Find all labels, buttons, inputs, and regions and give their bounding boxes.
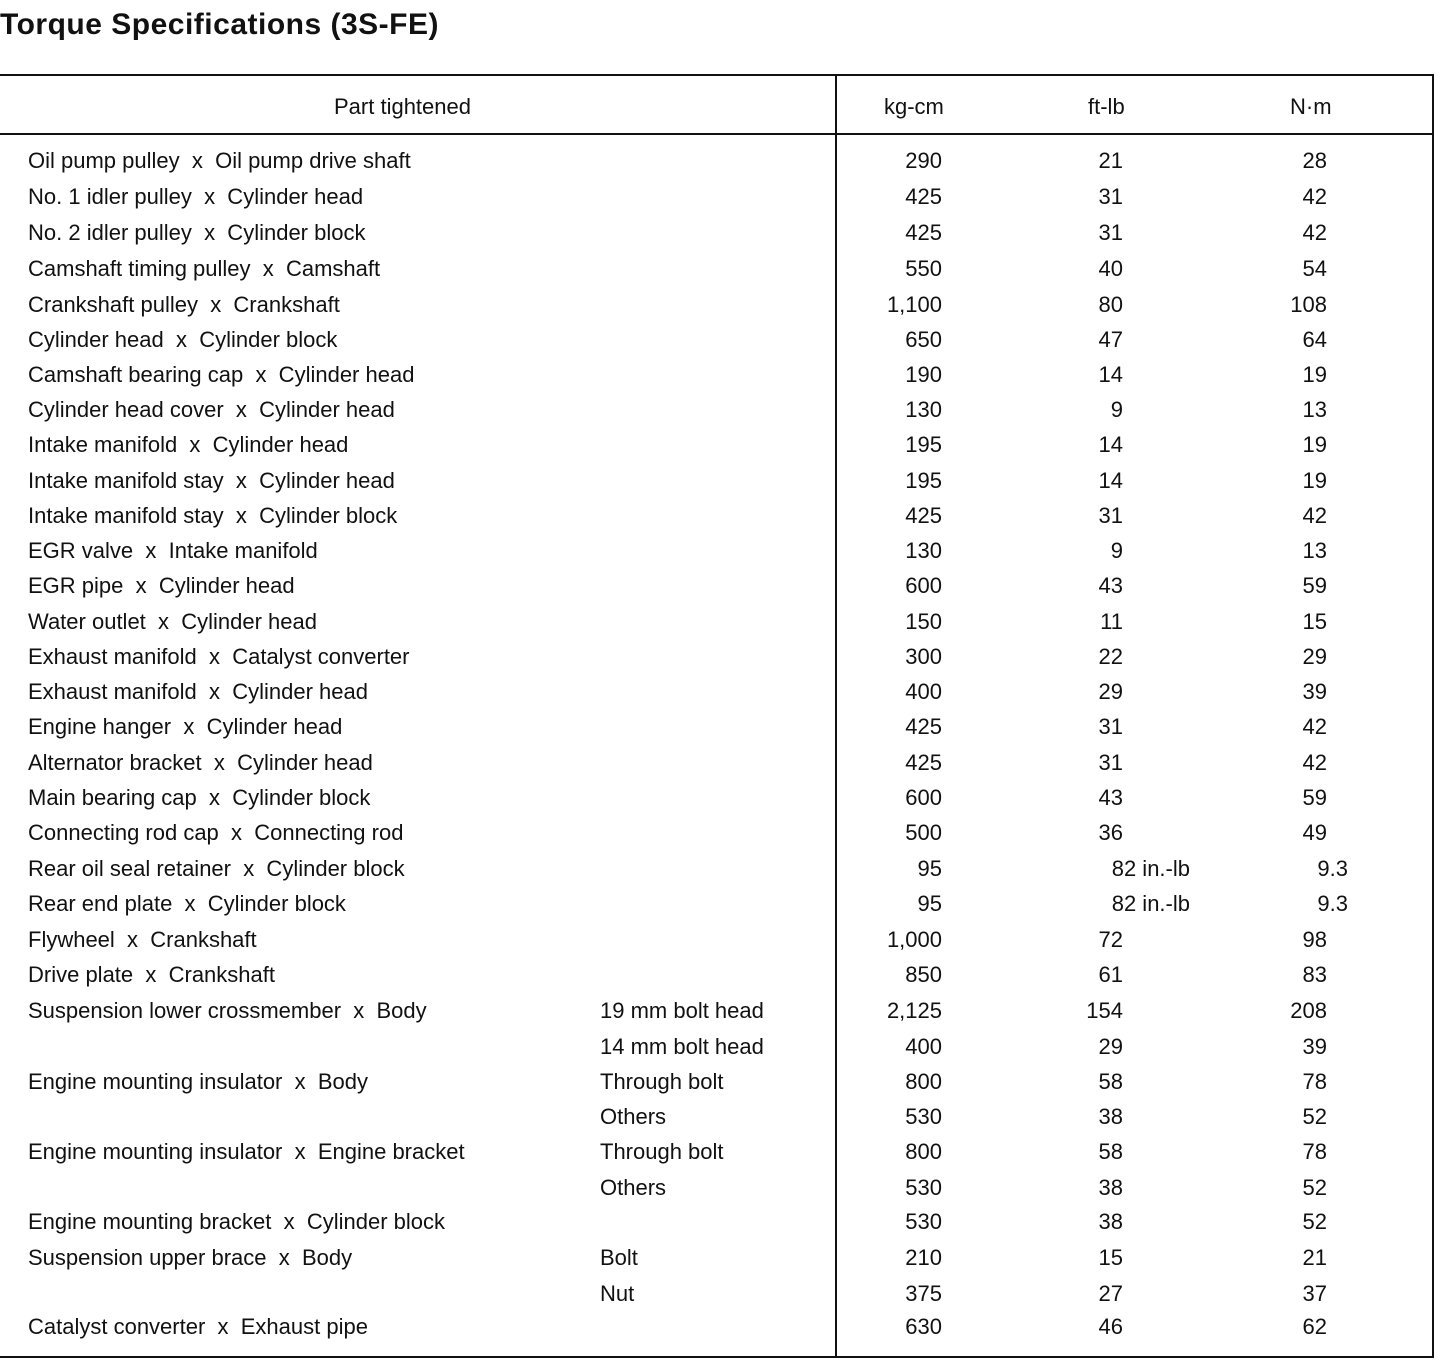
ftlb-cell: 38 [1098, 1104, 1123, 1129]
qualifier-cell: Bolt [600, 1245, 638, 1270]
qualifier-cell: Through bolt [600, 1069, 724, 1094]
ftlb-cell: 11 [1100, 609, 1123, 634]
ftlb-cell: 61 [1098, 962, 1123, 987]
nm-cell: 98 [1302, 927, 1327, 952]
qualifier-cell: Others [600, 1104, 667, 1129]
nm-cell: 9.3 [1317, 891, 1348, 916]
table-row [0, 1034, 1434, 1069]
kgcm-cell: 400 [905, 679, 942, 704]
kgcm-cell: 425 [905, 184, 942, 209]
kgcm-cell: 800 [905, 1069, 942, 1094]
nm-cell: 78 [1302, 1139, 1327, 1164]
part-cell: Rear oil seal retainer x Cylinder block [28, 856, 405, 881]
nm-cell: 42 [1302, 714, 1327, 739]
part-cell: Exhaust manifold x Cylinder head [28, 679, 368, 704]
ftlb-cell: 80 [1098, 292, 1123, 317]
part-cell: Water outlet x Cylinder head [28, 609, 317, 634]
part-cell: Intake manifold x Cylinder head [28, 432, 349, 457]
kgcm-cell: 425 [905, 750, 942, 775]
ftlb-cell: 38 [1098, 1175, 1123, 1200]
ftlb-cell: 21 [1098, 148, 1123, 173]
part-cell: Oil pump pulley x Oil pump drive shaft [28, 148, 411, 173]
table-row [0, 220, 1434, 255]
kgcm-cell: 2,125 [886, 998, 942, 1023]
nm-cell: 15 [1302, 609, 1327, 634]
ftlb-cell: 47 [1098, 327, 1123, 352]
part-cell: Drive plate x Crankshaft [28, 962, 275, 987]
table-row [0, 609, 1434, 644]
nm-cell: 39 [1302, 1034, 1327, 1059]
kgcm-cell: 650 [905, 327, 942, 352]
table-row [0, 750, 1434, 785]
nm-cell: 13 [1302, 538, 1327, 563]
part-cell: Engine mounting bracket x Cylinder block [28, 1209, 445, 1234]
kgcm-cell: 95 [917, 856, 942, 881]
table-row [0, 1104, 1434, 1139]
table-row [0, 184, 1434, 219]
kgcm-cell: 425 [905, 503, 942, 528]
kgcm-cell: 290 [905, 148, 942, 173]
kgcm-cell: 210 [905, 1245, 942, 1270]
kgcm-cell: 130 [905, 538, 942, 563]
ftlb-cell: 58 [1098, 1069, 1123, 1094]
part-cell: Catalyst converter x Exhaust pipe [28, 1314, 368, 1339]
nm-cell: 19 [1302, 468, 1327, 493]
table-row [0, 785, 1434, 820]
part-cell: Cylinder head x Cylinder block [28, 327, 338, 352]
ftlb-cell: 31 [1098, 503, 1123, 528]
part-cell: Suspension lower crossmember x Body [28, 998, 427, 1023]
kgcm-cell: 600 [905, 573, 942, 598]
ftlb-cell: 27 [1098, 1281, 1123, 1306]
ftlb-cell: 29 [1098, 679, 1123, 704]
nm-cell: 52 [1302, 1104, 1327, 1129]
qualifier-cell: 14 mm bolt head [600, 1034, 764, 1059]
part-cell: EGR valve x Intake manifold [28, 538, 318, 563]
qualifier-cell: 19 mm bolt head [600, 998, 764, 1023]
kgcm-cell: 425 [905, 714, 942, 739]
part-cell: Engine hanger x Cylinder head [28, 714, 343, 739]
ftlb-cell: 43 [1098, 785, 1123, 810]
kgcm-cell: 195 [905, 468, 942, 493]
ftlb-cell: 154 [1086, 998, 1123, 1023]
ftlb-cell: 9 [1110, 538, 1123, 563]
nm-cell: 28 [1302, 148, 1327, 173]
kgcm-cell: 95 [917, 891, 942, 916]
nm-cell: 9.3 [1317, 856, 1348, 881]
table-row [0, 820, 1434, 855]
kgcm-cell: 130 [905, 397, 942, 422]
kgcm-cell: 190 [905, 362, 942, 387]
table-row [0, 1314, 1434, 1349]
part-cell: No. 2 idler pulley x Cylinder block [28, 220, 366, 245]
nm-cell: 108 [1290, 292, 1327, 317]
qualifier-cell: Through bolt [600, 1139, 724, 1164]
kgcm-cell: 425 [905, 220, 942, 245]
table-row [0, 714, 1434, 749]
kgcm-cell: 530 [905, 1104, 942, 1129]
ftlb-cell: 46 [1098, 1314, 1123, 1339]
part-cell: Rear end plate x Cylinder block [28, 891, 346, 916]
header-divider [0, 133, 1434, 135]
part-cell: EGR pipe x Cylinder head [28, 573, 295, 598]
ftlb-cell: 31 [1098, 750, 1123, 775]
nm-cell: 42 [1302, 184, 1327, 209]
part-cell: Engine mounting insulator x Engine bracket [28, 1139, 465, 1164]
table-row [0, 503, 1434, 538]
kgcm-cell: 1,000 [886, 927, 942, 952]
ftlb-cell: 22 [1098, 644, 1123, 669]
nm-cell: 59 [1302, 785, 1327, 810]
table-row [0, 432, 1434, 467]
nm-cell: 42 [1302, 220, 1327, 245]
ftlb-cell: 31 [1098, 220, 1123, 245]
table-row [0, 998, 1434, 1033]
table-row [0, 927, 1434, 962]
ftlb-cell: 82 in.-lb [1111, 856, 1190, 881]
kgcm-cell: 630 [905, 1314, 942, 1339]
table-row [0, 1281, 1434, 1316]
part-cell: Main bearing cap x Cylinder block [28, 785, 371, 810]
part-cell: Flywheel x Crankshaft [28, 927, 257, 952]
kgcm-cell: 550 [905, 256, 942, 281]
table-row [0, 1069, 1434, 1104]
part-cell: Camshaft timing pulley x Camshaft [28, 256, 381, 281]
ftlb-cell: 15 [1098, 1245, 1123, 1270]
table-row [0, 1139, 1434, 1174]
kgcm-cell: 375 [905, 1281, 942, 1306]
ftlb-cell: 58 [1098, 1139, 1123, 1164]
kgcm-cell: 800 [905, 1139, 942, 1164]
nm-cell: 39 [1302, 679, 1327, 704]
table-row [0, 573, 1434, 608]
table-row [0, 644, 1434, 679]
nm-cell: 64 [1302, 327, 1327, 352]
part-cell: Alternator bracket x Cylinder head [28, 750, 373, 775]
ftlb-cell: 31 [1098, 184, 1123, 209]
part-cell: No. 1 idler pulley x Cylinder head [28, 184, 364, 209]
nm-cell: 37 [1302, 1281, 1327, 1306]
kgcm-cell: 850 [905, 962, 942, 987]
table-row [0, 962, 1434, 997]
nm-cell: 42 [1302, 750, 1327, 775]
qualifier-cell: Others [600, 1175, 667, 1200]
part-cell: Crankshaft pulley x Crankshaft [28, 292, 340, 317]
nm-cell: 52 [1302, 1209, 1327, 1234]
table-row [0, 856, 1434, 891]
kgcm-cell: 300 [905, 644, 942, 669]
part-cell: Connecting rod cap x Connecting rod [28, 820, 404, 845]
nm-cell: 208 [1290, 998, 1327, 1023]
nm-cell: 13 [1302, 397, 1327, 422]
part-cell: Intake manifold stay x Cylinder head [28, 468, 395, 493]
nm-cell: 29 [1302, 644, 1327, 669]
ftlb-cell: 14 [1098, 362, 1123, 387]
table-row [0, 538, 1434, 573]
nm-cell: 19 [1302, 362, 1327, 387]
nm-cell: 62 [1302, 1314, 1327, 1339]
table-row [0, 468, 1434, 503]
table-row [0, 397, 1434, 432]
nm-cell: 52 [1302, 1175, 1327, 1200]
table-row [0, 148, 1434, 183]
ftlb-cell: 36 [1098, 820, 1123, 845]
page-title: Torque Specifications (3S-FE) [0, 8, 439, 41]
ftlb-cell: 31 [1098, 714, 1123, 739]
ftlb-cell: 29 [1098, 1034, 1123, 1059]
ftlb-cell: 72 [1098, 927, 1123, 952]
nm-cell: 42 [1302, 503, 1327, 528]
nm-cell: 49 [1302, 820, 1327, 845]
header-nm: N·m [1290, 94, 1332, 119]
part-cell: Intake manifold stay x Cylinder block [28, 503, 398, 528]
ftlb-cell: 38 [1098, 1209, 1123, 1234]
qualifier-cell: Nut [600, 1281, 635, 1306]
part-cell: Cylinder head cover x Cylinder head [28, 397, 395, 422]
nm-cell: 19 [1302, 432, 1327, 457]
part-cell: Camshaft bearing cap x Cylinder head [28, 362, 415, 387]
kgcm-cell: 600 [905, 785, 942, 810]
table-row [0, 362, 1434, 397]
header-kgcm: kg-cm [884, 94, 944, 119]
table-row [0, 1175, 1434, 1210]
kgcm-cell: 400 [905, 1034, 942, 1059]
nm-cell: 78 [1302, 1069, 1327, 1094]
ftlb-cell: 14 [1098, 432, 1123, 457]
ftlb-cell: 40 [1098, 256, 1123, 281]
kgcm-cell: 195 [905, 432, 942, 457]
kgcm-cell: 1,100 [886, 292, 942, 317]
kgcm-cell: 530 [905, 1209, 942, 1234]
part-cell: Engine mounting insulator x Body [28, 1069, 368, 1094]
table-row [0, 679, 1434, 714]
table-row [0, 292, 1434, 327]
kgcm-cell: 530 [905, 1175, 942, 1200]
table-row [0, 256, 1434, 291]
table-row [0, 1209, 1434, 1244]
nm-cell: 59 [1302, 573, 1327, 598]
part-cell: Exhaust manifold x Catalyst converter [28, 644, 410, 669]
nm-cell: 54 [1302, 256, 1327, 281]
header-ftlb: ft-lb [1088, 94, 1125, 119]
ftlb-cell: 43 [1098, 573, 1123, 598]
part-cell: Suspension upper brace x Body [28, 1245, 353, 1270]
table-row [0, 327, 1434, 362]
kgcm-cell: 500 [905, 820, 942, 845]
table-row [0, 891, 1434, 926]
kgcm-cell: 150 [905, 609, 942, 634]
ftlb-cell: 14 [1098, 468, 1123, 493]
table-row [0, 1245, 1434, 1280]
header-part: Part tightened [334, 94, 471, 119]
ftlb-cell: 82 in.-lb [1111, 891, 1190, 916]
ftlb-cell: 9 [1110, 397, 1123, 422]
nm-cell: 83 [1302, 962, 1327, 987]
nm-cell: 21 [1302, 1245, 1327, 1270]
